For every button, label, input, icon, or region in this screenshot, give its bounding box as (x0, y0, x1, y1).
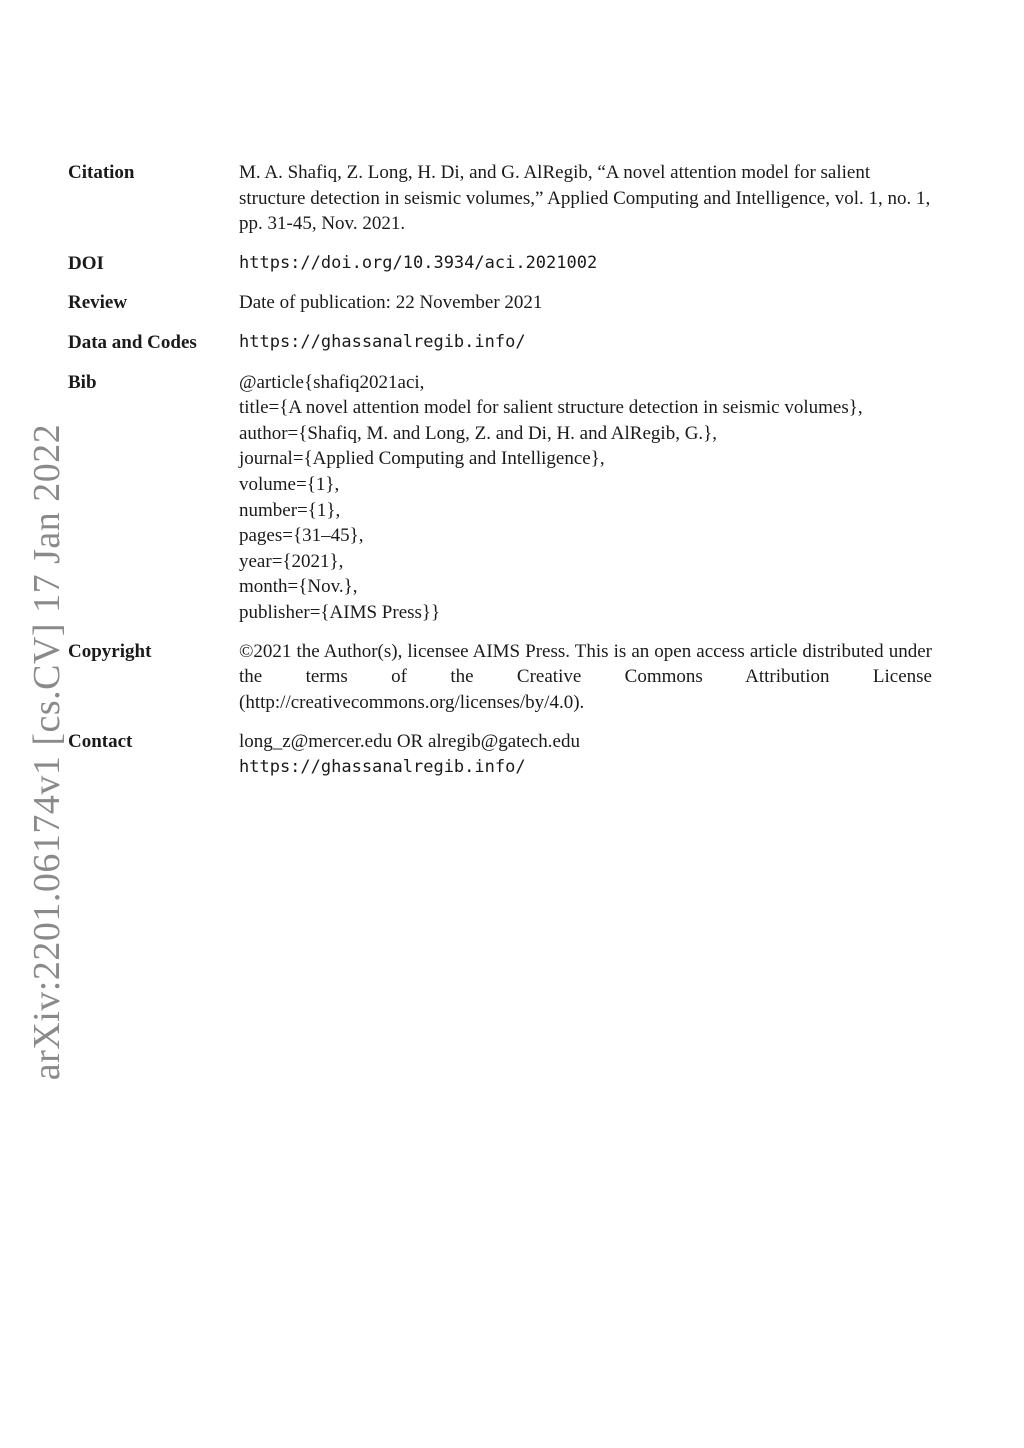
bib-line: author={Shafiq, M. and Long, Z. and Di, H. and AlRegib, G.}, (239, 422, 718, 444)
data-codes-label: Data and Codes (68, 331, 197, 353)
bib-label: Bib (68, 371, 97, 393)
bib-line: number={1}, (239, 499, 341, 521)
arxiv-identifier-stamp: arXiv:2201.06174v1 [cs.CV] 17 Jan 2022 (26, 423, 68, 1081)
bib-line: publisher={AIMS Press}} (239, 601, 441, 623)
data-codes-row (68, 330, 932, 356)
copyright-label: Copyright (68, 640, 152, 662)
bib-line: journal={Applied Computing and Intelligence}, (239, 448, 605, 470)
contact-label: Contact (68, 731, 133, 753)
bib-line: year={2021}, (239, 550, 344, 572)
citation-row (68, 160, 932, 237)
citation-label: Citation (68, 162, 135, 183)
contact-row (68, 729, 932, 780)
review-label: Review (68, 292, 128, 314)
bib-line: month={Nov.}, (239, 576, 358, 598)
bibtex-entry (239, 370, 932, 626)
contact-details (239, 729, 932, 780)
bib-line: title={A novel attention model for salient structure detection in seismic volumes}, (239, 397, 863, 419)
contact-email[interactable]: long_z@mercer.edu OR alregib@gatech.edu (239, 731, 580, 753)
bib-line: pages={31–45}, (239, 525, 364, 547)
doi-label: DOI (68, 252, 104, 274)
citation-text: M. A. Shafiq, Z. Long, H. Di, and G. AlRegib, “A novel attention model for salient structure detection in seismic volumes,” Applied Computing and Intelligence, vol. 1, no. 1, pp. 31-45, Nov. 2021. (239, 162, 931, 235)
contact-url[interactable]: https://ghassanalregib.info/ (239, 756, 526, 777)
publication-date: Date of publication: 22 November 2021 (239, 292, 543, 314)
bib-line: volume={1}, (239, 473, 340, 495)
doi-link[interactable]: https://doi.org/10.3934/aci.2021002 (239, 252, 598, 273)
bib-line: @article{shafiq2021aci, (239, 371, 425, 393)
bib-row (68, 370, 932, 626)
paper-info-table (68, 160, 932, 780)
data-codes-link[interactable]: https://ghassanalregib.info/ (239, 331, 526, 352)
doi-row (68, 251, 932, 277)
review-row (68, 290, 932, 316)
copyright-text: ©2021 the Author(s), licensee AIMS Press. This is an open access article distributed under the terms of the Creative Commons Attribution License (http://creativecommons.org/licenses/by/4.0). (239, 640, 932, 713)
copyright-row (68, 639, 932, 716)
